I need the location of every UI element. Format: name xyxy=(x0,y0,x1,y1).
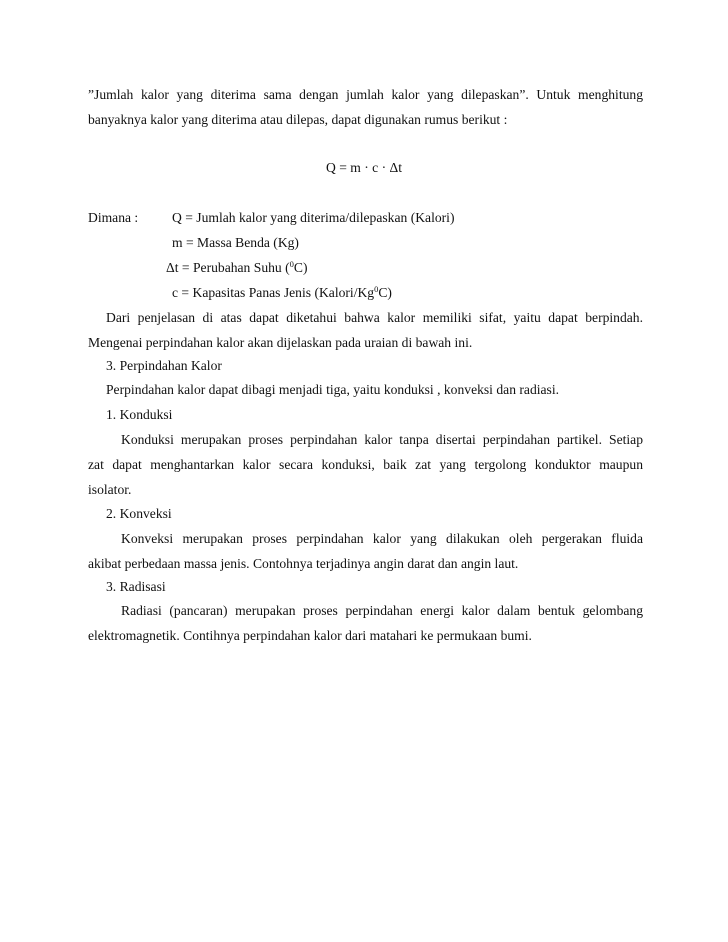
paragraph-line: Radiasi (pancaran) merupakan proses perpindahan energi kalor dalam bentuk gelombang xyxy=(121,603,643,618)
formula: Q = m · c · Δt xyxy=(326,160,403,175)
paragraph-line: Konduksi merupakan proses perpindahan kalor tanpa disertai perpindahan partikel. Setiap xyxy=(121,432,643,447)
paragraph-line: banyaknya kalor yang diterima atau dilepas, dapat digunakan rumus berikut : xyxy=(88,112,508,127)
paragraph-line: ”Jumlah kalor yang diterima sama dengan jumlah kalor yang dilepaskan”. Untuk menghitung xyxy=(88,87,643,102)
paragraph-line: akibat perbedaan massa jenis. Contohnya terjadinya angin darat dan angin laut. xyxy=(88,556,519,571)
paragraph-line: zat dapat menghantarkan kalor secara konduksi, baik zat yang tergolong konduktor maupun xyxy=(88,457,643,472)
paragraph-line: Perpindahan kalor dapat dibagi menjadi tiga, yaitu konduksi , konveksi dan radiasi. xyxy=(106,382,560,397)
definition-m: m = Massa Benda (Kg) xyxy=(172,235,299,250)
paragraph-line: Konveksi merupakan proses perpindahan kalor yang dilakukan oleh pergerakan fluida xyxy=(121,531,643,546)
subheading-konveksi: 2. Konveksi xyxy=(106,506,172,521)
subheading-konduksi: 1. Konduksi xyxy=(106,407,173,422)
definition-dt-text: Δt = Perubahan Suhu ( xyxy=(166,260,290,275)
paragraph-line: Mengenai perpindahan kalor akan dijelaskan pada uraian di bawah ini. xyxy=(88,335,473,350)
definition-c-unit: C) xyxy=(378,285,392,300)
degree-superscript: 0 xyxy=(289,259,294,269)
subheading-radiasi: 3. Radisasi xyxy=(106,579,166,594)
definition-q: Q = Jumlah kalor yang diterima/dilepaskan (Kalori) xyxy=(172,210,455,225)
definition-c xyxy=(172,284,392,302)
paragraph-line: isolator. xyxy=(88,482,132,497)
degree-superscript: 0 xyxy=(374,284,379,294)
dimana-label: Dimana : xyxy=(88,210,139,225)
paragraph-line: elektromagnetik. Contihnya perpindahan kalor dari matahari ke permukaan bumi. xyxy=(88,628,532,643)
section-heading: 3. Perpindahan Kalor xyxy=(106,358,222,373)
definition-dt xyxy=(166,259,307,277)
paragraph-line: Dari penjelasan di atas dapat diketahui bahwa kalor memiliki sifat, yaitu dapat berpindah. xyxy=(106,310,643,325)
definition-c-text: c = Kapasitas Panas Jenis (Kalori/Kg xyxy=(172,285,375,300)
definition-dt-unit: C) xyxy=(293,260,308,275)
